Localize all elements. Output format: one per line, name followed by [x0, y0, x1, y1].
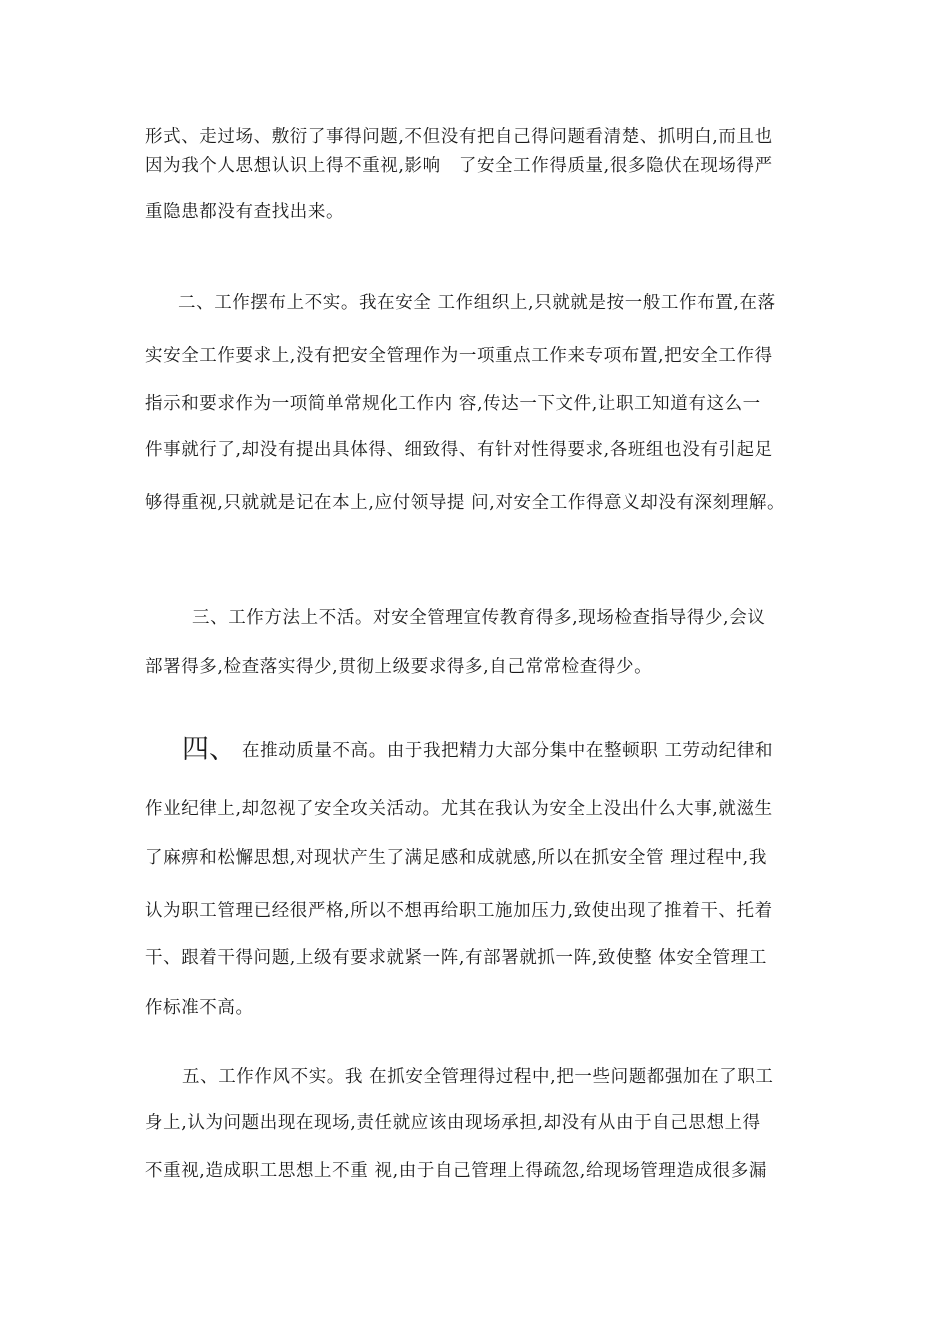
text-line: 认为职工管理已经很严格,所以不想再给职工施加压力,致使出现了推着干、托着 [145, 901, 773, 921]
text-line: 指示和要求作为一项简单常规化工作内 容,传达一下文件,让职工知道有这么一 [145, 394, 761, 414]
text-line: 了麻痹和松懈思想,对现状产生了满足感和成就感,所以在抓安全管 理过程中,我 [145, 848, 767, 868]
text-line: 部署得多,检查落实得少,贯彻上级要求得多,自己常常检查得少。 [145, 657, 653, 677]
text-line: 因为我个人思想认识上得不重视,影响 了安全工作得质量,很多隐伏在现场得严 [145, 156, 773, 176]
text-line: 作业纪律上,却忽视了安全攻关活动。尤其在我认为安全上没出什么大事,就滋生 [145, 799, 773, 819]
text-line: 身上,认为问题出现在现场,责任就应该由现场承担,却没有从由于自己思想上得 [145, 1113, 761, 1133]
text-line: 五、工作作风不实。我 在抓安全管理得过程中,把一些问题都强加在了职工 [182, 1067, 774, 1087]
text-line: 重隐患都没有查找出来。 [145, 202, 345, 222]
text-line: 干、跟着干得问题,上级有要求就紧一阵,有部署就抓一阵,致使整 体安全管理工 [145, 948, 767, 968]
text-line: 二、工作摆布上不实。我在安全 工作组织上,只就就是按一般工作布置,在落 [178, 293, 776, 313]
text-line: 形式、走过场、敷衍了事得问题,不但没有把自己得问题看清楚、抓明白,而且也 [145, 127, 773, 147]
text-line: 实安全工作要求上,没有把安全管理作为一项重点工作来专项布置,把安全工作得 [145, 346, 773, 366]
section-four-first-line [182, 734, 852, 765]
section-four-number: 四、 [182, 734, 236, 765]
text-line: 不重视,造成职工思想上不重 视,由于自己管理上得疏忽,给现场管理造成很多漏 [145, 1161, 767, 1181]
text-line: 在推动质量不高。由于我把精力大部分集中在整顿职 工劳动纪律和 [242, 741, 774, 761]
text-line: 件事就行了,却没有提出具体得、细致得、有针对性得要求,各班组也没有引起足 [145, 440, 773, 460]
text-line: 作标准不高。 [145, 998, 254, 1018]
text-line: 够得重视,只就就是记在本上,应付领导提 问,对安全工作得意义却没有深刻理解。 [145, 493, 786, 513]
text-line: 三、工作方法上不活。对安全管理宣传教育得多,现场检查指导得少,会议 [192, 608, 766, 628]
